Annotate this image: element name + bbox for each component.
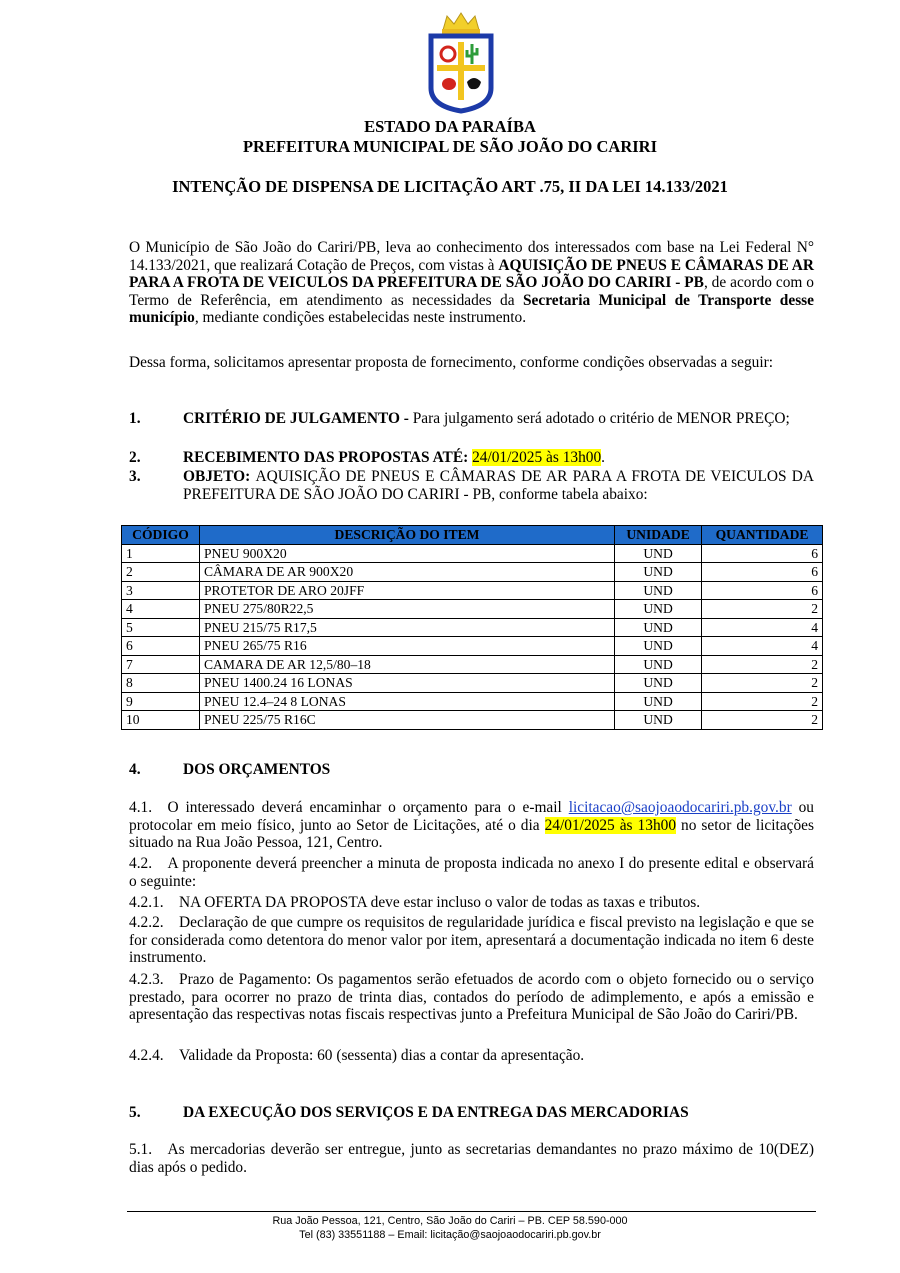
criteria-number-1: 1.	[129, 410, 141, 427]
cell-unidade: UND	[615, 711, 702, 730]
cell-codigo: 1	[122, 544, 200, 563]
table-row	[122, 711, 823, 730]
cell-descricao: PNEU 12.4–24 8 LONAS	[199, 692, 614, 711]
email-link[interactable]: licitacao@saojoaodocariri.pb.gov.br	[568, 799, 792, 816]
table-row	[122, 618, 823, 637]
cell-codigo: 5	[122, 618, 200, 637]
cell-unidade: UND	[615, 674, 702, 693]
cell-codigo: 9	[122, 692, 200, 711]
cell-quantidade: 2	[702, 692, 823, 711]
cell-descricao: CÂMARA DE AR 900X20	[199, 563, 614, 582]
cell-descricao: PNEU 225/75 R16C	[199, 711, 614, 730]
paragraph-4-2: 4.2. A proponente deverá preencher a minuta de proposta indicada no anexo I do presente edital e observará o seguinte:	[129, 855, 814, 890]
cell-codigo: 4	[122, 600, 200, 619]
cell-descricao: PNEU 275/80R22,5	[199, 600, 614, 619]
cell-quantidade: 2	[702, 674, 823, 693]
table-row	[122, 600, 823, 619]
prefeitura-name: PREFEITURA MUNICIPAL DE SÃO JOÃO DO CARIRI	[242, 137, 658, 156]
request-paragraph: Dessa forma, solicitamos apresentar proposta de fornecimento, conforme condições observadas a seguir:	[129, 354, 774, 371]
cell-quantidade: 2	[702, 600, 823, 619]
cell-unidade: UND	[615, 655, 702, 674]
cell-unidade: UND	[615, 600, 702, 619]
municipal-crest-icon	[423, 10, 499, 114]
cell-descricao: PNEU 215/75 R17,5	[199, 618, 614, 637]
section-5-number: 5.	[129, 1104, 141, 1121]
criteria-item-3: OBJETO: AQUISIÇÃO DE PNEUS E CÂMARAS DE AR PARA A FROTA DE VEICULOS DA PREFEITURA DE SÃO JOÃO DO CARIRI - PB, conforme tabela abaixo:	[183, 468, 814, 503]
paragraph-4-1: 4.1. O interessado deverá encaminhar o orçamento para o e-mail licitacao@saojoaodocariri.pb.gov.br ou protocolar em meio físico, junto ao Setor de Licitações, até o dia 24/01/2025 às 13h00 no setor de licitações situado na Rua João Pessoa, 121, Centro.	[129, 799, 814, 852]
cell-unidade: UND	[615, 692, 702, 711]
section-4-number: 4.	[129, 761, 141, 778]
deadline-highlight: 24/01/2025 às 13h00	[472, 449, 602, 466]
criteria-item-1: CRITÉRIO DE JULGAMENTO - Para julgamento será adotado o critério de MENOR PREÇO;	[183, 410, 790, 427]
cell-quantidade: 4	[702, 618, 823, 637]
cell-descricao: PNEU 900X20	[199, 544, 614, 563]
header-descricao: DESCRIÇÃO DO ITEM	[199, 526, 614, 545]
cell-descricao: PNEU 265/75 R16	[199, 637, 614, 656]
cell-unidade: UND	[615, 618, 702, 637]
cell-descricao: CAMARA DE AR 12,5/80–18	[199, 655, 614, 674]
table-row	[122, 581, 823, 600]
cell-unidade: UND	[615, 581, 702, 600]
cell-unidade: UND	[615, 563, 702, 582]
table-row	[122, 655, 823, 674]
criteria-number-3: 3.	[129, 468, 141, 485]
cell-codigo: 6	[122, 637, 200, 656]
cell-unidade: UND	[615, 637, 702, 656]
section-4-title: DOS ORÇAMENTOS	[183, 761, 331, 778]
paragraph-4-2-1: 4.2.1. NA OFERTA DA PROPOSTA deve estar incluso o valor de todas as taxas e tributos.	[129, 894, 701, 911]
criteria-number-2: 2.	[129, 449, 141, 466]
cell-quantidade: 2	[702, 711, 823, 730]
table-row	[122, 674, 823, 693]
deadline-highlight-2: 24/01/2025 às 13h00	[544, 816, 677, 834]
cell-quantidade: 6	[702, 581, 823, 600]
header-codigo: CÓDIGO	[122, 526, 200, 545]
header-quantidade: QUANTIDADE	[702, 526, 823, 545]
cell-quantidade: 6	[702, 544, 823, 563]
cell-codigo: 7	[122, 655, 200, 674]
cell-unidade: UND	[615, 544, 702, 563]
table-row	[122, 692, 823, 711]
table-row	[122, 544, 823, 563]
criteria-item-2: RECEBIMENTO DAS PROPOSTAS ATÉ: 24/01/2025 às 13h00.	[183, 449, 606, 466]
table-row	[122, 563, 823, 582]
cell-codigo: 2	[122, 563, 200, 582]
cell-quantidade: 4	[702, 637, 823, 656]
cell-codigo: 8	[122, 674, 200, 693]
cell-quantidade: 2	[702, 655, 823, 674]
paragraph-4-2-2: 4.2.2. Declaração de que cumpre os requisitos de regularidade jurídica e fiscal previsto na legislação e que se for considerada como detentora do menor valor por item, apresentará a documentação indicada no item 6 deste instrumento.	[129, 914, 814, 967]
document-title: INTENÇÃO DE DISPENSA DE LICITAÇÃO ART .75, II DA LEI 14.133/2021	[172, 177, 728, 196]
intro-paragraph: O Município de São João do Cariri/PB, leva ao conhecimento dos interessados com base na Lei Federal N° 14.133/2021, que realizará Cotação de Preços, com vistas à AQUISIÇÃO DE PNEUS E CÂMARAS DE AR PARA A FROTA DE VEICULOS DA PREFEITURA DE SÃO JOÃO DO CARIRI - PB, de acordo com o Termo de Referência, em atendimento as necessidades da Secretaria Municipal de Transporte desse município, mediante condições estabelecidas neste instrumento.	[129, 239, 814, 327]
cell-quantidade: 6	[702, 563, 823, 582]
paragraph-4-2-4: 4.2.4. Validade da Proposta: 60 (sessenta) dias a contar da apresentação.	[129, 1047, 585, 1064]
paragraph-4-2-3: 4.2.3. Prazo de Pagamento: Os pagamentos serão efetuados de acordo com o objeto fornecido ou o serviço prestado, para ocorrer no prazo de trinta dias, contados do período de adimplemento, e após a emissão e apresentação das respectivas notas fiscais respectivas junto a Prefeitura Municipal de São João do Cariri/PB.	[129, 971, 814, 1024]
table-row	[122, 637, 823, 656]
table-header-row	[122, 526, 823, 545]
cell-descricao: PNEU 1400.24 16 LONAS	[199, 674, 614, 693]
paragraph-5-1: 5.1. As mercadorias deverão ser entregue, junto as secretarias demandantes no prazo máximo de 10(DEZ) dias após o pedido.	[129, 1141, 814, 1176]
section-5-title: DA EXECUÇÃO DOS SERVIÇOS E DA ENTREGA DAS MERCADORIAS	[183, 1104, 689, 1121]
footer-divider	[127, 1211, 816, 1212]
header-unidade: UNIDADE	[615, 526, 702, 545]
items-table	[121, 525, 823, 730]
cell-codigo: 10	[122, 711, 200, 730]
footer-contact: Tel (83) 33551188 – Email: licitação@saojoaodocariri.pb.gov.br	[299, 1229, 601, 1241]
cell-codigo: 3	[122, 581, 200, 600]
state-name: ESTADO DA PARAÍBA	[364, 117, 536, 136]
cell-descricao: PROTETOR DE ARO 20JFF	[199, 581, 614, 600]
footer-address: Rua João Pessoa, 121, Centro, São João do Cariri – PB. CEP 58.590-000	[272, 1215, 628, 1227]
